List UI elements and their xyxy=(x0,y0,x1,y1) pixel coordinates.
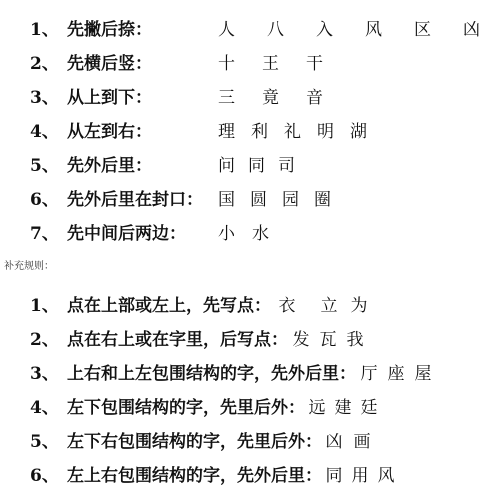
example-char: 园 xyxy=(282,190,299,210)
example-char: 画 xyxy=(353,432,371,452)
example-char: 凶 xyxy=(325,432,343,452)
example-char: 区 xyxy=(414,20,431,40)
example-char: 音 xyxy=(306,88,323,108)
example-char: 人 xyxy=(218,20,235,40)
rule-label xyxy=(67,328,368,352)
rule-label: 先中间后两边： xyxy=(67,224,186,244)
example-char: 礼 xyxy=(284,122,301,142)
rule-text: 上右和上左包围结构的字，先外后里： xyxy=(67,364,356,384)
rule-text: 左上右包围结构的字，先外后里： xyxy=(67,466,322,486)
example-char: 圆 xyxy=(250,190,267,210)
rule-number: 7、 xyxy=(30,224,59,244)
rule-number: 3、 xyxy=(30,364,59,384)
rule-examples xyxy=(218,120,367,144)
rule-label xyxy=(67,396,381,420)
rule-number: 5、 xyxy=(30,432,59,452)
example-char: 国 xyxy=(218,190,235,210)
example-char: 小 xyxy=(218,224,235,244)
rule-number: 6、 xyxy=(30,466,59,486)
example-char: 衣 xyxy=(278,296,296,316)
rule-number: 3、 xyxy=(30,88,59,108)
rule-number: 2、 xyxy=(30,330,59,350)
example-char: 用 xyxy=(351,466,369,486)
example-char: 竟 xyxy=(262,88,279,108)
rule-number: 1、 xyxy=(30,20,59,40)
example-char: 立 xyxy=(320,296,338,316)
rule-label xyxy=(67,464,398,488)
rule-number: 4、 xyxy=(30,398,59,418)
example-char: 王 xyxy=(262,54,279,74)
rule-examples xyxy=(218,18,480,42)
example-char: 风 xyxy=(365,20,382,40)
example-char: 远 xyxy=(308,398,326,418)
example-char: 干 xyxy=(306,54,323,74)
example-char: 司 xyxy=(278,156,295,176)
example-char: 圈 xyxy=(314,190,331,210)
rule-number: 1、 xyxy=(30,296,59,316)
rule-text: 点在上部或左上，先写点： xyxy=(67,296,271,316)
example-char: 入 xyxy=(316,20,333,40)
example-char: 问 xyxy=(218,156,235,176)
rule-number: 2、 xyxy=(30,54,59,74)
rule-examples xyxy=(218,86,323,110)
example-char: 十 xyxy=(218,54,235,74)
example-char: 风 xyxy=(377,466,395,486)
example-char: 利 xyxy=(251,122,268,142)
supplement-title: 补充规则： xyxy=(4,261,54,272)
rule-label: 从上到下： xyxy=(67,88,152,108)
rule-label: 先外后里在封口： xyxy=(67,190,203,210)
example-char: 凶 xyxy=(463,20,480,40)
example-char: 发 xyxy=(292,330,310,350)
rule-examples xyxy=(218,222,269,246)
rule-number: 5、 xyxy=(30,156,59,176)
example-char: 我 xyxy=(346,330,364,350)
rule-label xyxy=(67,294,371,318)
rule-examples xyxy=(218,52,323,76)
example-char: 座 xyxy=(387,364,405,384)
example-char: 同 xyxy=(248,156,265,176)
example-char: 屋 xyxy=(414,364,432,384)
rule-label: 先外后里： xyxy=(67,156,152,176)
example-char: 理 xyxy=(218,122,235,142)
rule-examples xyxy=(218,188,331,212)
rule-number: 4、 xyxy=(30,122,59,142)
rule-label: 先撇后捺： xyxy=(67,20,152,40)
example-char: 八 xyxy=(267,20,284,40)
example-char: 廷 xyxy=(360,398,378,418)
example-char: 建 xyxy=(334,398,352,418)
example-char: 明 xyxy=(317,122,334,142)
rule-examples xyxy=(218,154,295,178)
rule-text: 点在右上或在字里，后写点： xyxy=(67,330,288,350)
example-char: 三 xyxy=(218,88,235,108)
example-char: 厅 xyxy=(360,364,378,384)
example-char: 湖 xyxy=(350,122,367,142)
example-char: 为 xyxy=(350,296,368,316)
rule-label: 从左到右： xyxy=(67,122,152,142)
rule-label: 先横后竖： xyxy=(67,54,152,74)
rule-label xyxy=(67,362,436,386)
example-char: 水 xyxy=(252,224,269,244)
example-char: 瓦 xyxy=(319,330,337,350)
rule-number: 6、 xyxy=(30,190,59,210)
rule-text: 左下右包围结构的字，先里后外： xyxy=(67,432,322,452)
rule-label xyxy=(67,430,378,454)
example-char: 同 xyxy=(325,466,343,486)
rule-text: 左下包围结构的字，先里后外： xyxy=(67,398,305,418)
